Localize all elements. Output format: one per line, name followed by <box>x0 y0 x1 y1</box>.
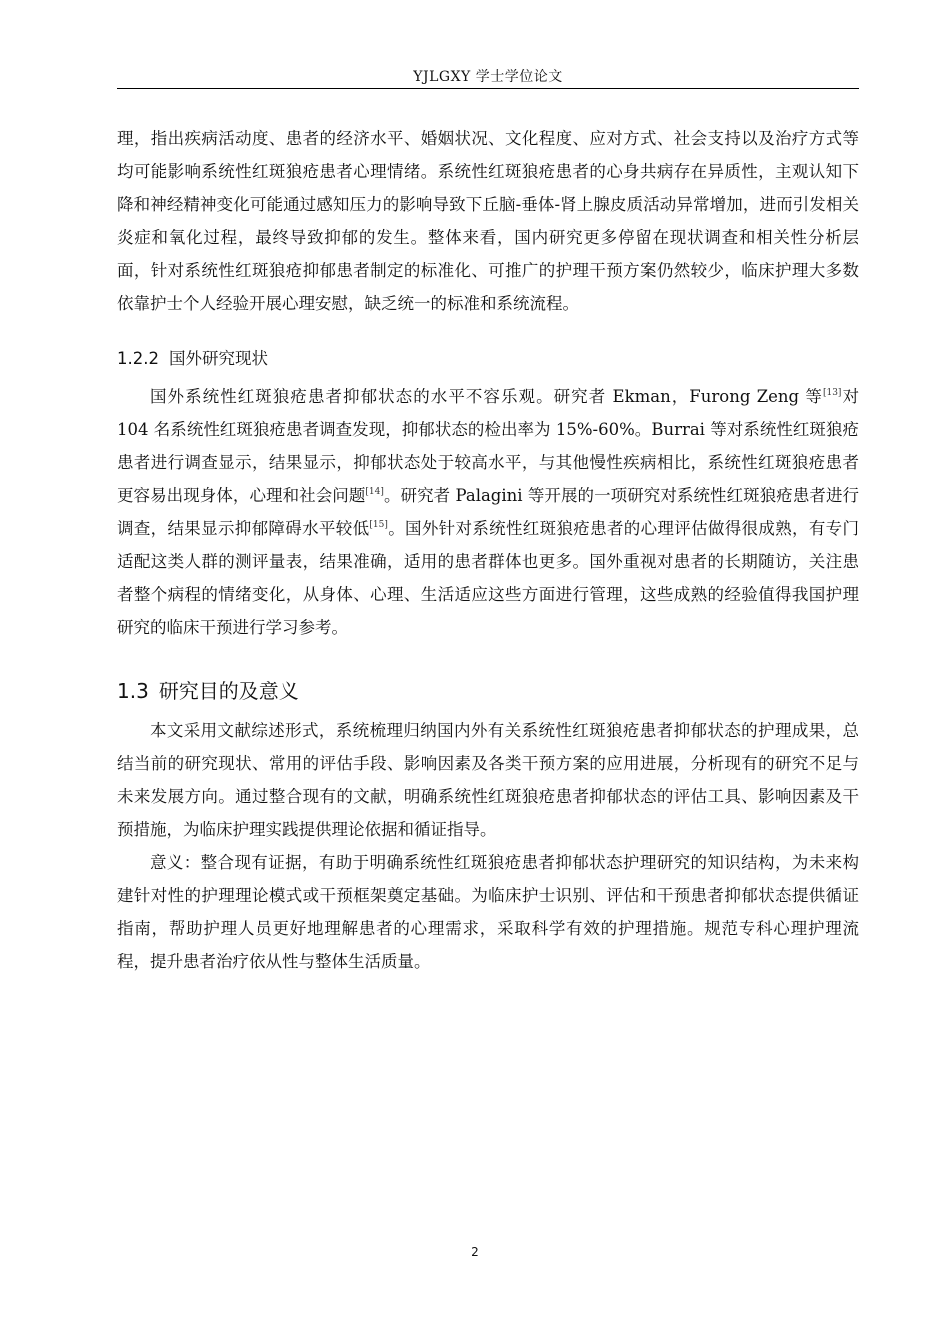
section-title: 国外研究现状 <box>168 349 268 368</box>
text-run: 。国外针对系统性红斑狼疮患者的心理评估做得很成熟，有专门适配这类人群的测评量表，结果准确，适用的患者群体也更多。国外重视对患者的长期随访，关注患者整个病程的情绪变化，从身体、心理、生活适应这些方面进行管理，这些成熟的经验值得我国护理研究的临床干预进行学习参考。 <box>117 519 860 637</box>
section-title: 研究目的及意义 <box>158 679 299 703</box>
citation-13: [13] <box>822 388 842 398</box>
header-title: YJLGXY 学士学位论文 <box>413 69 563 85</box>
body-paragraph-continued: 理，指出疾病活动度、患者的经济水平、婚姻状况、文化程度、应对方式、社会支持以及治疗方式等均可能影响系统性红斑狼疮患者心理情绪。系统性红斑狼疮患者的心身共病存在异质性，主观认知下降和神经精神变化可能通过感知压力的影响导致下丘脑-垂体-肾上腺皮质活动异常增加，进而引发相关炎症和氧化过程，最终导致抑郁的发生。整体来看，国内研究更多停留在现状调查和相关性分析层面，针对系统性红斑狼疮抑郁患者制定的标准化、可推广的护理干预方案仍然较少，临床护理大多数依靠护士个人经验开展心理安慰，缺乏统一的标准和系统流程。 <box>117 129 859 313</box>
citation-15: [15] <box>369 520 388 530</box>
text-run: 对 104 名系统性红斑狼疮患者调查发现，抑郁状态的检出率为 15%-60%。Burrai 等对系统性红斑狼疮患者进行调查显示，结果显示，抑郁状态处于较高水平，与其他慢性疾病相比，系统性红斑狼疮患者更容易出现身体，心理和社会问题 <box>117 387 859 505</box>
body-paragraph-purpose: 本文采用文献综述形式，系统梳理归纳国内外有关系统性红斑狼疮患者抑郁状态的护理成果，总结当前的研究现状、常用的评估手段、影响因素及各类干预方案的应用进展，分析现有的研究不足与未来发展方向。通过整合现有的文献，明确系统性红斑狼疮患者抑郁状态的评估工具、影响因素及干预措施，为临床护理实践提供理论依据和循证指导。 <box>117 721 859 839</box>
text-run: 。研究者 Palagini 等开展的一项研究对系统性红斑狼疮患者进行调查，结果显示抑郁障碍水平较低 <box>117 486 860 538</box>
citation-14: [14] <box>365 487 384 497</box>
page-header <box>117 66 859 89</box>
section-number: 1.3 <box>117 679 149 703</box>
page-body <box>117 122 859 978</box>
text-run: 国外系统性红斑狼疮患者抑郁状态的水平不容乐观。研究者 Ekman，Furong Zeng 等 <box>150 387 823 406</box>
body-paragraph-foreign-research <box>117 380 859 644</box>
page-number: 2 <box>471 1245 479 1259</box>
section-heading-1-3 <box>117 674 859 708</box>
section-heading-1-2-2 <box>117 344 859 374</box>
section-number: 1.2.2 <box>117 349 159 368</box>
body-paragraph-significance: 意义：整合现有证据，有助于明确系统性红斑狼疮患者抑郁状态护理研究的知识结构，为未来构建针对性的护理理论模式或干预框架奠定基础。为临床护士识别、评估和干预患者抑郁状态提供循证指南，帮助护理人员更好地理解患者的心理需求，采取科学有效的护理措施。规范专科心理护理流程，提升患者治疗依从性与整体生活质量。 <box>117 853 859 971</box>
